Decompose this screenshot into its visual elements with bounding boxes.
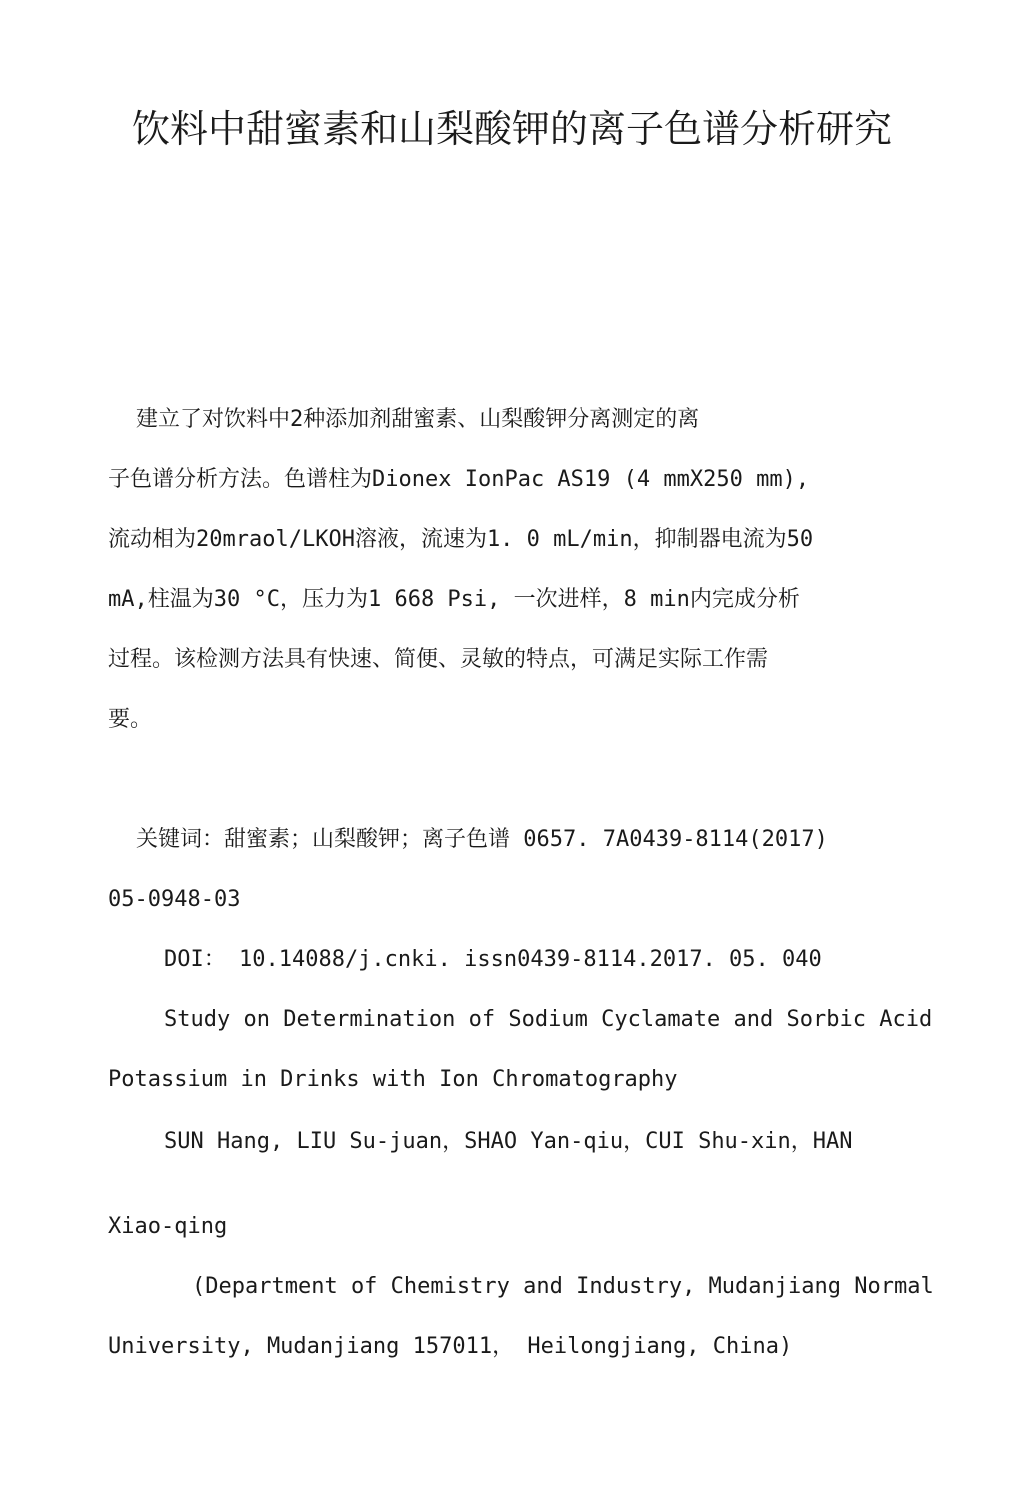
keywords-line-1: 关键词：甜蜜素；山梨酸钾；离子色谱 0657. 7A0439-8114(2017) — [136, 827, 828, 852]
abstract-line-1: 建立了对饮料中2种添加剂甜蜜素、山梨酸钾分离测定的离 — [136, 407, 700, 432]
affiliation-line-2: University, Mudanjiang 157011， Heilongjiang, China) — [108, 1334, 793, 1359]
english-title-line-1: Study on Determination of Sodium Cyclamate and Sorbic Acid — [164, 1007, 933, 1032]
english-title-line-2: Potassium in Drinks with Ion Chromatography — [108, 1067, 678, 1092]
abstract-line-5: 过程。该检测方法具有快速、简便、灵敏的特点，可满足实际工作需 — [108, 647, 769, 672]
abstract-line-6: 要。 — [108, 707, 153, 732]
abstract-line-3: 流动相为20mraol/LKOH溶液，流速为1. 0 mL/min，抑制器电流为50 — [108, 527, 814, 552]
doi-line: DOI： 10.14088/j.cnki. issn0439-8114.2017. 05. 040 — [164, 947, 822, 972]
authors-line-2: Xiao-qing — [108, 1214, 228, 1239]
affiliation-line-1: (Department of Chemistry and Industry, Mudanjiang Normal — [192, 1274, 934, 1299]
paper-title: 饮料中甜蜜素和山梨酸钾的离子色谱分析研究 — [131, 107, 892, 151]
abstract-line-2: 子色谱分析方法。色谱柱为Dionex IonPac AS19 (4 mmX250 mm), — [108, 467, 810, 492]
authors-line-1: SUN Hang, LIU Su-juan，SHAO Yan-qiu，CUI Shu-xin，HAN — [164, 1129, 853, 1154]
abstract-line-4: mA,柱温为30 °C，压力为1 668 Psi, 一次进样，8 min内完成分析 — [108, 587, 800, 612]
keywords-line-2: 05-0948-03 — [108, 887, 241, 912]
